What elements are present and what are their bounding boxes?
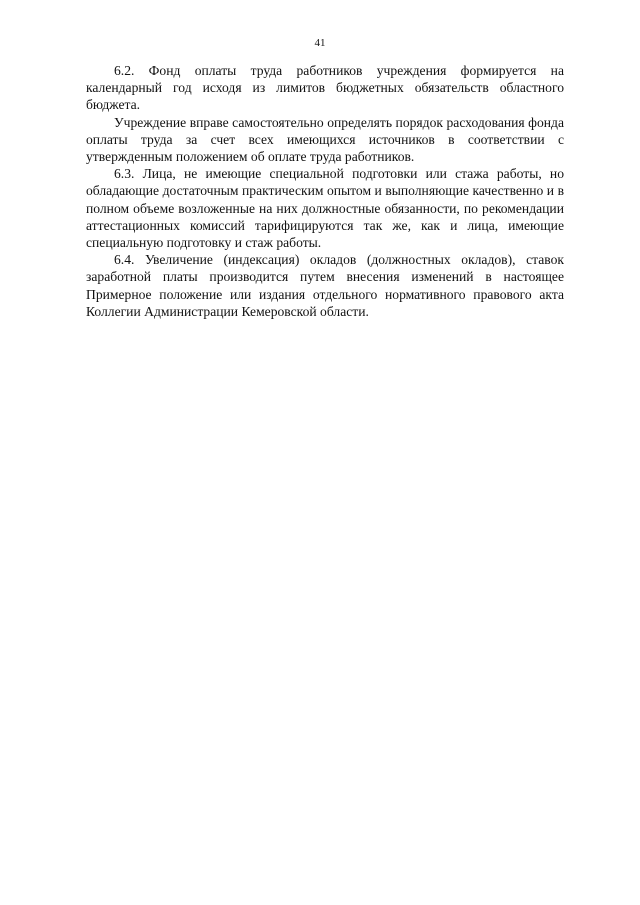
document-body — [86, 62, 564, 320]
paragraph-6-2: 6.2. Фонд оплаты труда работников учреждения формируется на календарный год исходя из лимитов бюджетных обязательств областного бюджета. — [86, 63, 564, 113]
paragraph-6-4: 6.4. Увеличение (индексация) окладов (должностных окладов), ставок заработной платы производится путем внесения изменений в настоящее Примерное положение или издания отдельного нормативного правового акта Коллегии Администрации Кемеровской области. — [86, 252, 564, 319]
paragraph-6-3: 6.3. Лица, не имеющие специальной подготовки или стажа работы, но обладающие достаточным практическим опытом и выполняющие качественно и в полном объеме возложенные на них должностные обязанности, по рекомендации аттестационных комиссий тарифицируются так же, как и лица, имеющие специальную подготовку и стаж работы. — [86, 166, 564, 251]
page-number: 41 — [314, 37, 326, 49]
paragraph-institution-right: Учреждение вправе самостоятельно определять порядок расходования фонда оплаты труда за счет всех имеющихся источников в соответствии с утвержденным положением об оплате труда работников. — [86, 114, 564, 165]
